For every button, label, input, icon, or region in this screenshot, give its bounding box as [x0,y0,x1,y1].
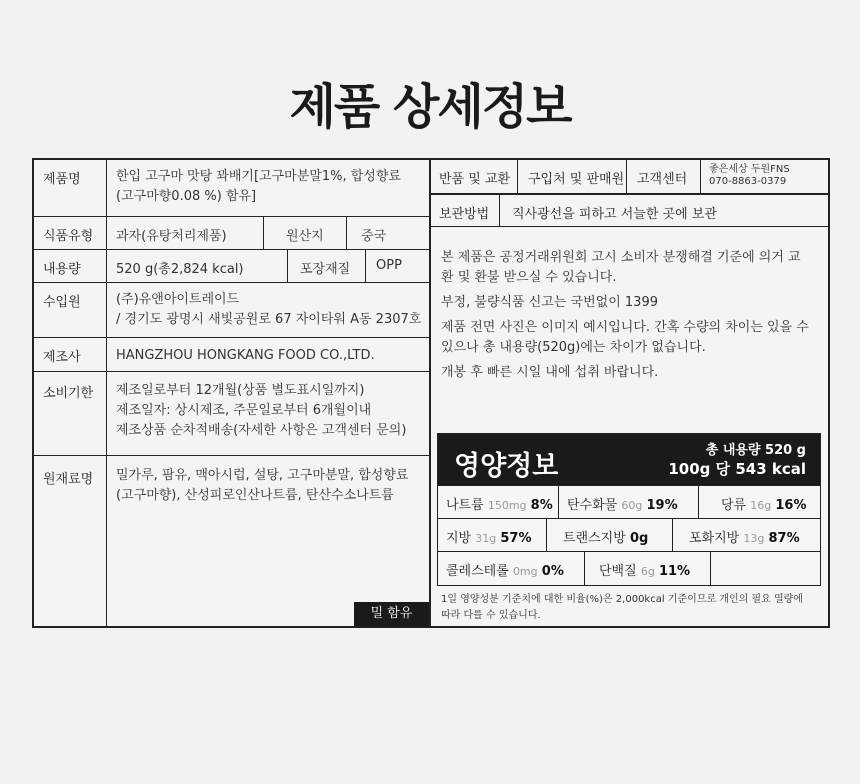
product-info-sheet [32,158,830,628]
expiry-line-1: 제조일로부터 12개월(상품 별도표시일까지) [116,383,365,398]
nutrient-amount: 0mg [512,565,538,578]
nutrition-summary [668,441,806,479]
notice-exchange: 본 제품은 공정거래위원회 고시 소비자 분쟁해결 기준에 의거 교환 및 환불 받으실 수 있습니다. [441,250,801,285]
food-type-value: 과자(유탕처리제품) [116,229,227,244]
cs-phone: 070-8863-0379 [709,176,787,187]
product-name-value [107,160,429,207]
expiry-line-2: 제조일자: 상시제조, 주문일로부터 6개월이내 [116,403,372,418]
manufacturer-label: 제조사 [34,338,107,371]
notice-consume: 개봉 후 빠른 시일 내에 섭취 바랍니다. [441,365,659,380]
nutrition-row [438,518,820,551]
cs-value [700,160,828,193]
nutrient-empty-cell [710,552,820,585]
nutrient-pct: 11% [658,564,691,579]
cs-label: 고객센터 [626,160,700,193]
nutrient-cholesterol [438,552,584,585]
ingredients-value [107,456,429,506]
importer-row [34,283,429,338]
nutrient-amount: 16g [750,499,772,512]
allergen-badge: 밀 함유 [354,602,429,626]
nutrient-pct: 19% [646,498,678,513]
nutrient-name: 콜레스테롤 [446,564,509,579]
nutrient-protein [584,552,710,585]
storage-row [431,195,828,227]
nutrient-amount: 150mg [487,499,527,512]
return-info-panel [431,160,828,626]
volume-row [34,250,429,283]
nutrient-pct: 87% [768,531,800,546]
product-name-label: 제품명 [34,160,107,216]
nutrition-per-100g: 100g 당 543 kcal [668,460,806,478]
food-type-row [34,217,429,250]
nutrient-name: 지방 [446,531,472,546]
nutrient-name: 당류 [721,498,747,513]
packaging-value: OPP [365,250,429,282]
nutrient-trans-fat [546,519,672,551]
nutrient-amount: 6g [640,565,655,578]
volume-value: 520 g(총2,824 kcal) [116,262,244,277]
origin-value: 중국 [346,217,429,249]
nutrition-header [438,434,820,485]
expiry-label: 소비기한 [34,372,107,455]
storage-value: 직사광선을 피하고 서늘한 곳에 보관 [499,195,828,226]
nutrient-carbs [558,486,698,518]
nutrient-saturated-fat [672,519,820,551]
nutrition-row [438,551,820,585]
nutrient-pct: 0% [541,564,564,579]
nutrient-name: 나트륨 [446,498,484,513]
expiry-row [34,372,429,456]
nutrient-name: 단백질 [599,564,637,579]
purchase-label: 구입처 및 판매원 [517,160,626,193]
nutrition-row [438,485,820,518]
ingredients-line-1: 밀가루, 팜유, 맥아시럽, 설탕, 고구마분말, 합성향료 [116,468,409,483]
nutrient-pct: 16% [775,498,807,513]
nutrient-name: 트랜스지방 [563,531,626,546]
nutrition-total: 총 내용량 520 g [705,443,806,458]
storage-label: 보관방법 [439,207,490,222]
ingredients-line-2: (고구마향), 산성피로인산나트륨, 탄산수소나트륨 [116,488,394,503]
nutrient-amount: 13g [743,532,765,545]
nutrition-footnote [441,592,825,624]
nutrition-table [437,433,821,586]
manufacturer-value: HANGZHOU HONGKANG FOOD CO.,LTD. [116,348,375,363]
nutrient-amount: 31g [475,532,497,545]
nutrient-pct: 57% [500,531,532,546]
nutrient-fat [438,519,546,551]
manufacturer-row [34,338,429,372]
notice-text [441,248,811,388]
importer-line-2: / 경기도 광명시 새빛공원로 67 자이타워 A동 2307호 [116,312,422,327]
importer-label: 수입원 [34,283,107,337]
nutrition-title: 영양정보 [454,451,559,482]
nutrient-pct: 8% [530,498,553,513]
nutrient-sugar [698,486,820,518]
nutrient-pct: 0g [629,531,649,546]
nutrient-amount: 60g [621,499,643,512]
origin-label: 원산지 [263,217,346,249]
footnote-line-2: 따라 다를 수 있습니다. [441,610,541,621]
notice-image: 제품 전면 사진은 이미지 예시입니다. 간혹 수량의 차이는 있을 수 있으나 총 내용량(520g)에는 차이가 없습니다. [441,320,809,355]
expiry-value [107,372,429,441]
importer-value [107,283,429,330]
notice-report: 부정, 불량식품 신고는 국번없이 1399 [441,295,658,310]
footnote-line-1: 1일 영양성분 기준치에 대한 비율(%)은 2,000kcal 기준이므로 개인의 필요 열량에 [441,594,803,605]
nutrient-name: 탄수화물 [567,498,618,513]
food-type-label: 식품유형 [34,217,107,249]
nutrient-name: 포화지방 [689,531,740,546]
ingredients-row [34,456,429,626]
page-title: 제품 상세정보 [289,79,571,135]
product-name-line-2: (고구마향0.08 %) 함유] [116,189,257,204]
cs-name: 좋은세상 두원FNS [709,164,790,175]
volume-label: 내용량 [34,250,107,282]
nutrient-sodium [438,486,558,518]
ingredients-label: 원재료명 [34,456,107,626]
packaging-label: 포장재질 [287,250,365,282]
product-name-row [34,160,429,217]
return-label: 반품 및 교환 [439,172,511,187]
importer-line-1: (주)유앤아이트레이드 [116,292,240,307]
return-row [431,160,828,195]
product-info-table [34,160,431,626]
product-name-line-1: 한입 고구마 맛탕 꽈배기[고구마분말1%, 합성향료 [116,169,401,184]
expiry-line-3: 제조상품 순차적배송(자세한 사항은 고객센터 문의) [116,423,407,438]
